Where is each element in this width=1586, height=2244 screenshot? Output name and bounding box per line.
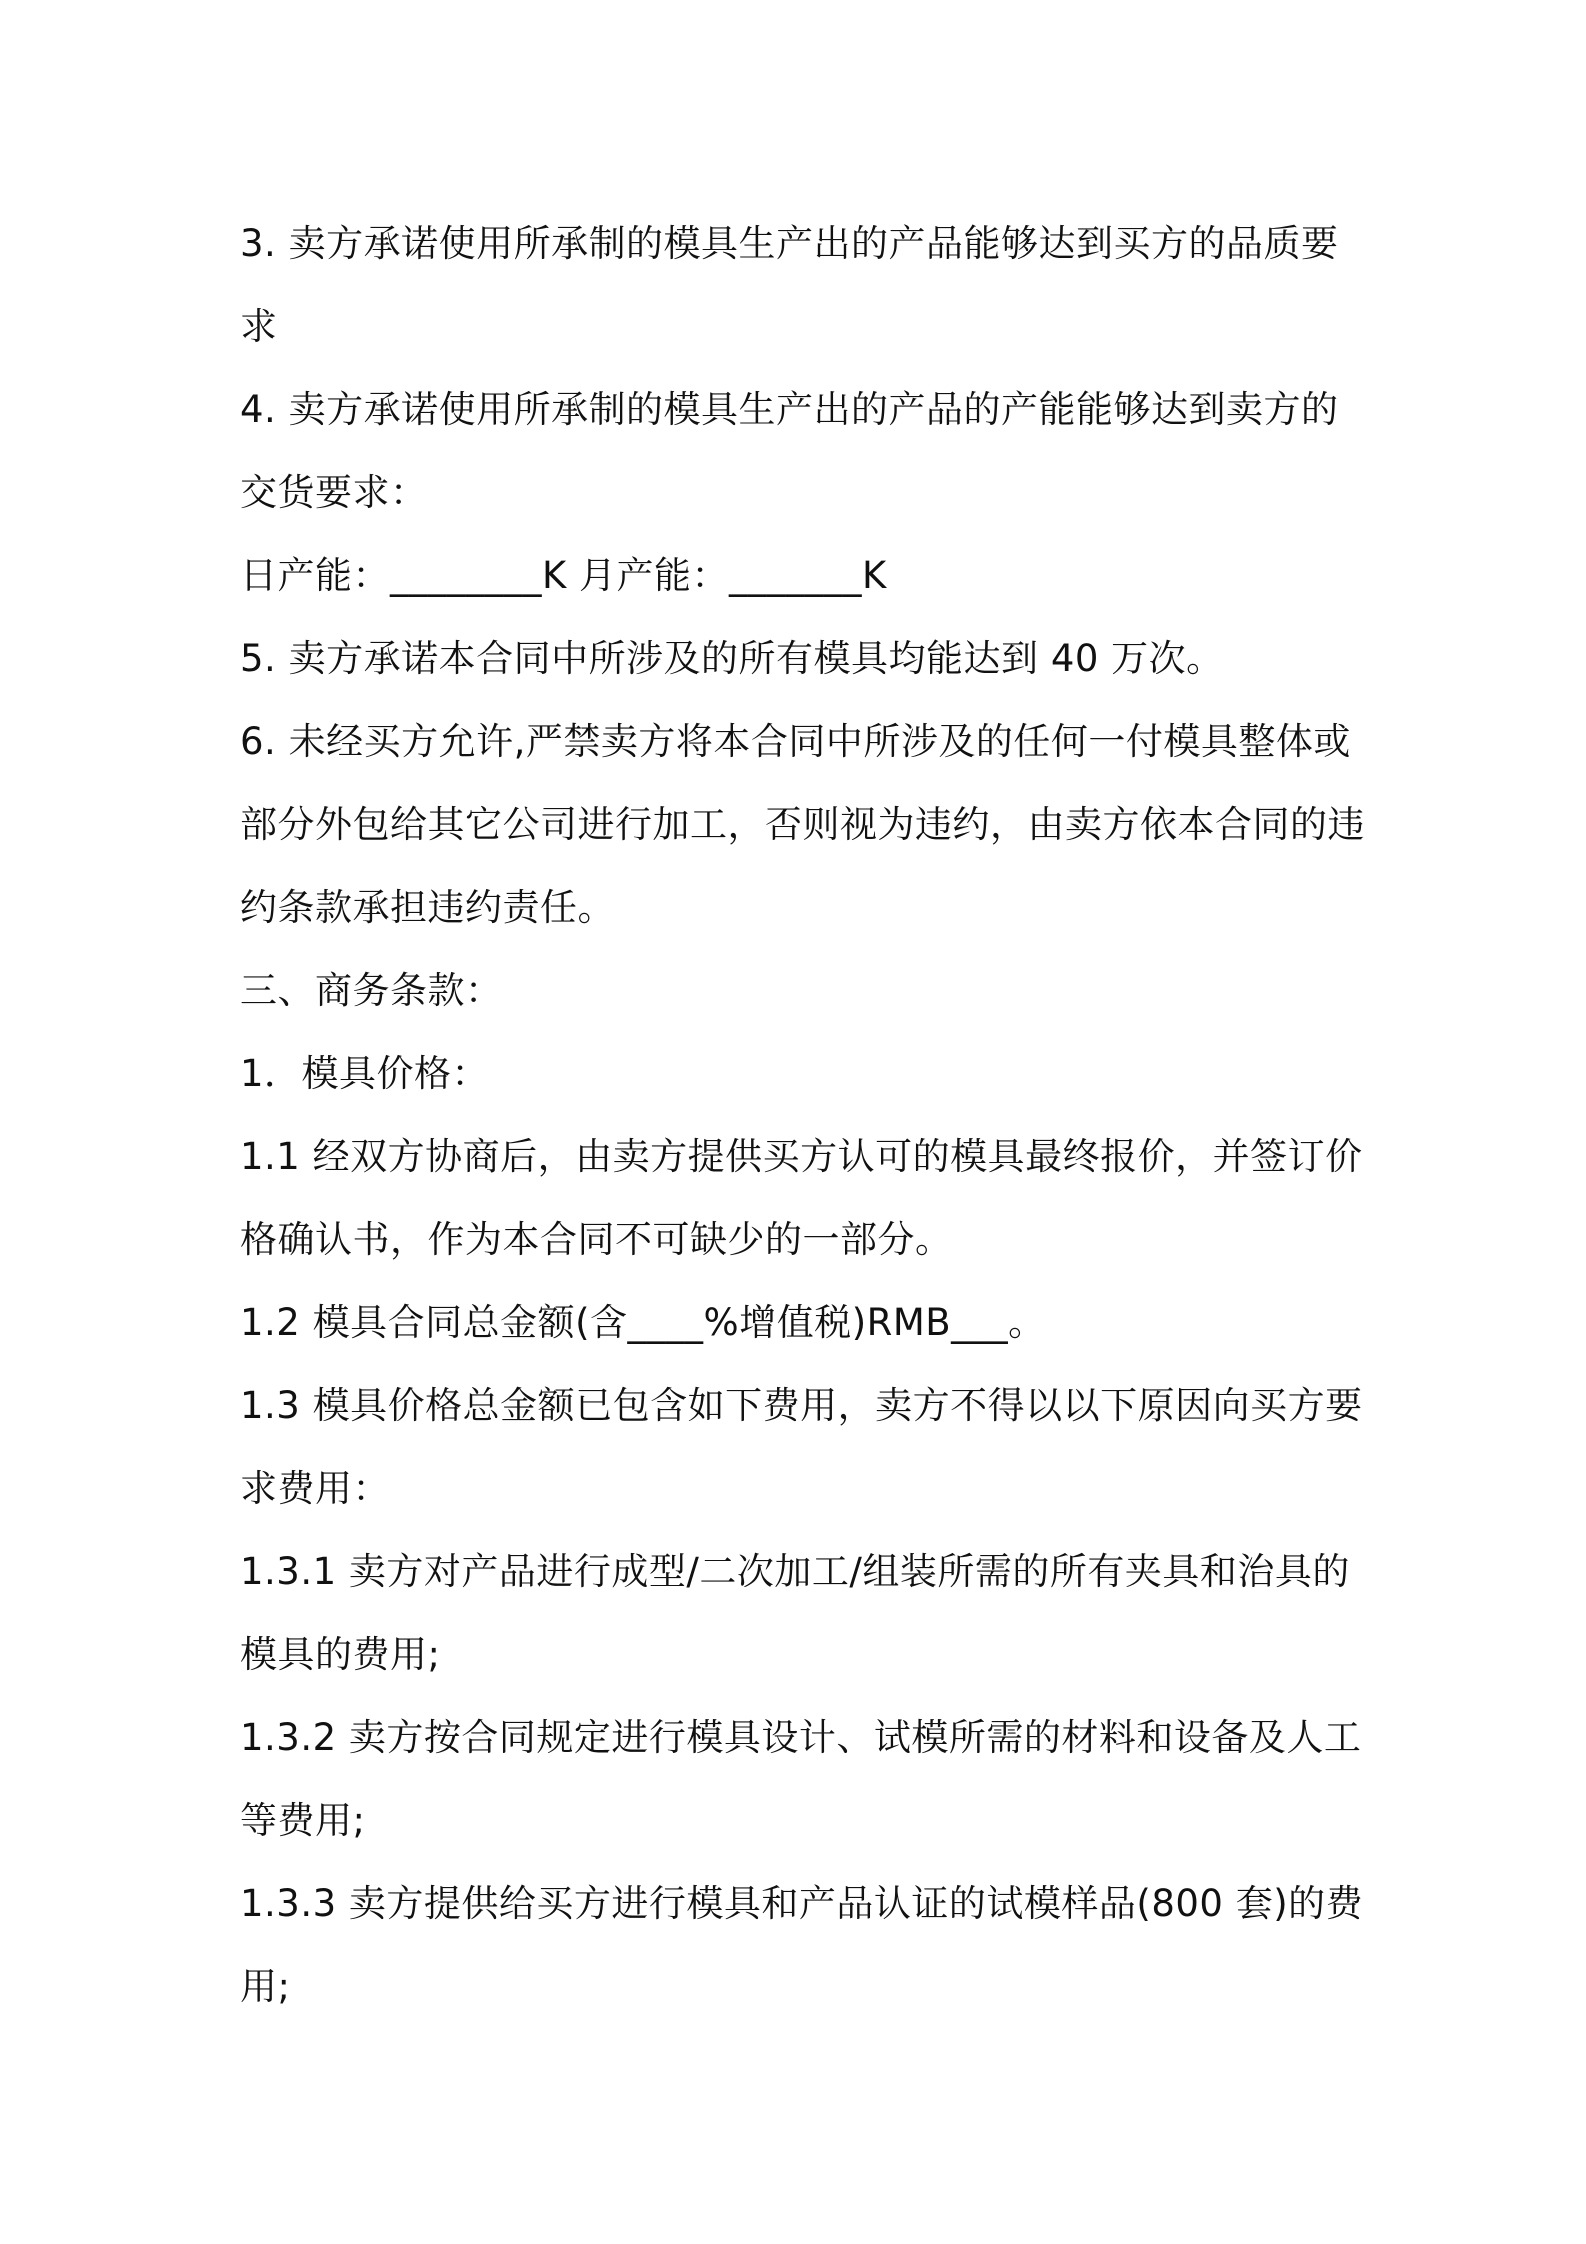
clause-3-quality: 3. 卖方承诺使用所承制的模具生产出的产品能够达到买方的品质要求: [240, 222, 1339, 348]
clause-1-3-3: 1.3.3 卖方提供给买方进行模具和产品认证的试模样品(800 套)的费用;: [240, 1882, 1364, 2008]
clause-4-capacity: 4. 卖方承诺使用所承制的模具生产出的产品的产能能够达到卖方的交货要求：: [240, 388, 1339, 514]
document-body: [240, 202, 1370, 2028]
clause-1-3: 1.3 模具价格总金额已包含如下费用，卖方不得以以下原因向买方要求费用：: [240, 1384, 1363, 1510]
clause-1-2: 1.2 模具合同总金额(含____%增值税)RMB___。: [240, 1301, 1046, 1344]
subheading-mold-price: 1．模具价格：: [240, 1052, 490, 1095]
clause-1-1: 1.1 经双方协商后，由卖方提供买方认可的模具最终报价，并签订价格确认书，作为本合同不可缺少的一部分。: [240, 1135, 1363, 1261]
clause-1-3-1: 1.3.1 卖方对产品进行成型/二次加工/组装所需的所有夹具和治具的模具的费用;: [240, 1550, 1350, 1676]
clause-1-3-2: 1.3.2 卖方按合同规定进行模具设计、试模所需的材料和设备及人工等费用;: [240, 1716, 1362, 1842]
clause-6-outsourcing: 6. 未经买方允许,严禁卖方将本合同中所涉及的任何一付模具整体或部分外包给其它公司进行加工，否则视为违约，由卖方依本合同的违约条款承担违约责任。: [240, 720, 1365, 929]
capacity-fill-line: 日产能：________K 月产能：_______K: [240, 554, 887, 597]
section-heading-business-terms: 三、商务条款：: [240, 969, 503, 1012]
clause-5-mold-life: 5. 卖方承诺本合同中所涉及的所有模具均能达到 40 万次。: [240, 637, 1224, 680]
